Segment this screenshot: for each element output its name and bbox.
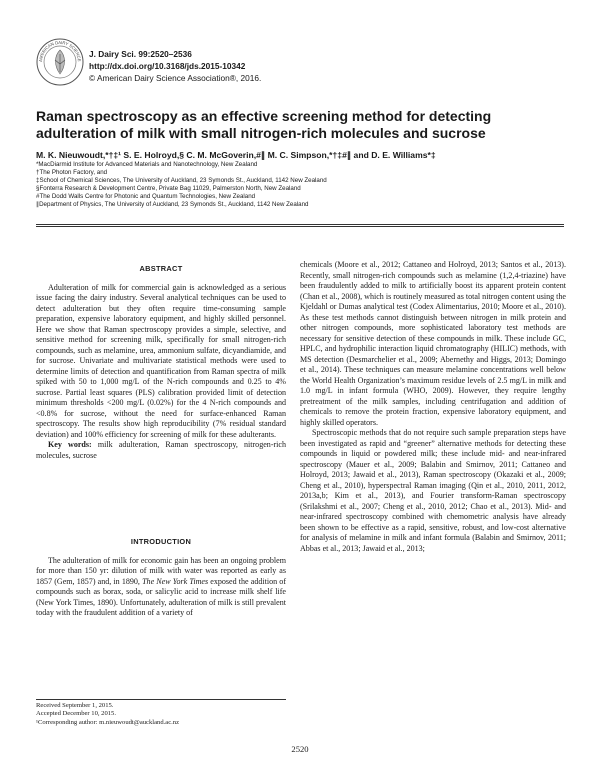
footnote-rule <box>36 699 286 700</box>
abstract-text: Adulteration of milk for commercial gain is acknowledged as a serious issue facing the dairy industry. Several analytical techniques can be used to detect adulteration but they often require time-consuming sample preparation, expensive laboratory equipment, and highly skilled personnel. Here we show that Raman spectroscopy provides a simple, selective, and sensitive method for screening milk, specifically for small nitrogen-rich compounds, such as melamine, urea, ammonium sulfate, dicyandiamide, and for sucrose. Univariate and multivariate statistical methods were used to determine limits of detection and quantification from Raman spectra of milk spiked with 50 to 1,000 mg/L of the N-rich compounds and 0.25 to 4% sucrose. Partial least squares (PLS) calibration provided limit of detection minimum thresholds <200 mg/L (0.02%) for the 4 N-rich compounds and <0.8% for sucrose, without the need for surface-enhanced Raman spectroscopy. The results show high reproducibility (7% residual standard deviation) and 100% efficiency for screening of milk for these adulterants. <box>36 282 286 439</box>
keywords-label: Key words: <box>48 440 92 449</box>
author-list: M. K. Nieuwoudt,*†‡¹ S. E. Holroyd,§ C. M. McGoverin,#∥ M. C. Simpson,*†‡#∥ and D. E. Williams*‡ <box>36 150 436 160</box>
body-paragraph: Spectroscopic methods that do not require such sample preparation steps have been investigated as rapid and “greener” alternative methods for detecting these compounds in liquid or powdered milk; these include mid- and near-infrared spectroscopy (Mauer et al., 2009; Balabin and Smirnov, 2011; Cattaneo and Holroyd, 2013; Jawaid et al., 2013), Raman spectroscopy (Okazaki et al., 2009; Cheng et al., 2010), hyperspectral Raman imaging (Qin et al., 2010, 2011, 2012, 2013a,b; Kim et al., 2013), and Fourier transform-Raman spectroscopy (Srilakshmi et al., 2007; Cheng et al., 2010, 2012; Chao et al., 2013). Mid- and near-infrared spectroscopy combined with chemometric analysis have already been shown to be effective as a rapid, sensitive, robust, and low-cost alternative for analysis of melamine in milk and infant formula (Balabin and Smirnov, 2011; Abbas et al., 2013; Jawaid et al., 2013; <box>300 428 566 553</box>
journal-seal-logo <box>36 38 84 86</box>
affiliation: #The Dodd Walls Centre for Photonic and Quantum Technologies, New Zealand <box>36 193 256 201</box>
affiliation: ∥Department of Physics, The University of Auckland, 23 Symonds St., Auckland, 1142 New Zealand <box>36 201 309 209</box>
divider <box>36 226 564 227</box>
affiliation: *MacDiarmid Institute for Advanced Materials and Nanotechnology, New Zealand <box>36 161 258 168</box>
corresponding-author: ¹Corresponding author: m.nieuwoudt@auckland.ac.nz <box>36 718 180 726</box>
introduction-section <box>36 537 286 619</box>
affiliation: ‡School of Chemical Sciences, The University of Auckland, 23 Symonds St., Auckland, 1142 New Zealand <box>36 177 327 185</box>
journal-header <box>89 48 261 84</box>
accepted-date: Accepted December 10, 2015. <box>36 710 117 718</box>
introduction-heading: INTRODUCTION <box>130 537 192 546</box>
journal-copyright: © American Dairy Science Association®, 2016. <box>89 73 262 83</box>
footnotes <box>36 702 286 727</box>
introduction-text <box>36 556 286 619</box>
svg-text:AMERICAN DAIRY SCIENCE ASSOCIA: AMERICAN DAIRY SCIENCE <box>37 39 83 63</box>
abstract-heading: ABSTRACT <box>139 264 183 273</box>
journal-doi[interactable]: http://dx.doi.org/10.3168/jds.2015-10342 <box>89 61 246 71</box>
divider <box>36 224 564 225</box>
abstract-section <box>36 258 286 461</box>
intro-text-part: exposed the addition of compounds such as borax, soda, or salicylic acid to increase milk shelf life (New York Times, 1890). Unfortunately, adulteration of milk is still prevalent today with the fraudulent addition of a variety of <box>36 576 287 617</box>
body-paragraph: chemicals (Moore et al., 2012; Cattaneo and Holroyd, 2013; Santos et al., 2013). Recently, small nitrogen-rich compounds such as melamine (1,2,4-triazine) have been fraudulently added to milk to artificially boost its apparent protein content (Chan et al., 2008), which is routinely measured as total nitrogen content using the Kjeldahl or Dumas analytical test (Codex Alimentarius, 2010; Moore et al., 2010). As these test methods cannot distinguish between nitrogen in milk protein and other nitrogen compounds, more sophisticated laboratory test methods are necessary for sensitive detection of these compounds in milk. These include GC, HPLC, and hydrophilic interaction liquid chromatography (HILIC) methods, with MS detection (Desmarchelier et al., 2009; Abernethy and Higgs, 2013; Domingo et al., 2014). These techniques can measure melamine concentrations well below the World Health Organization’s maximum residue levels of 2.5 mg/L in milk and 1.0 mg/L in infant formula (WHO, 2009). However, they require lengthy pretreatment of the milk samples, including centrifugation and addition of chemicals to remove the protein fraction, expensive laboratory equipment, and highly skilled operators. <box>300 260 566 427</box>
journal-citation: J. Dairy Sci. 99:2520–2536 <box>89 49 192 59</box>
keywords-text: milk adulteration, Raman spectroscopy, nitrogen-rich molecules, sucrose <box>36 440 287 460</box>
received-date: Received September 1, 2015. <box>36 702 114 709</box>
keywords <box>36 440 286 461</box>
intro-text-part: The adulteration of milk for economic gain has been an ongoing problem for more than 150 yr: dilution of milk with water was reported as early as 1857 (Gem, 1857) and, in 1890, <box>36 555 286 586</box>
page-number: 2520 <box>291 744 309 754</box>
affiliation: †The Photon Factory, and <box>36 169 108 177</box>
intro-italic-title: The New York Times <box>142 576 209 586</box>
right-column <box>300 260 566 554</box>
affiliations <box>36 161 566 210</box>
affiliation: §Fonterra Research & Development Centre, Private Bag 11029, Palmerston North, New Zealand <box>36 185 301 193</box>
article-title: Raman spectroscopy as an effective screening method for detecting adulteration of milk with small nitrogen-rich molecules and sucrose <box>36 108 492 141</box>
